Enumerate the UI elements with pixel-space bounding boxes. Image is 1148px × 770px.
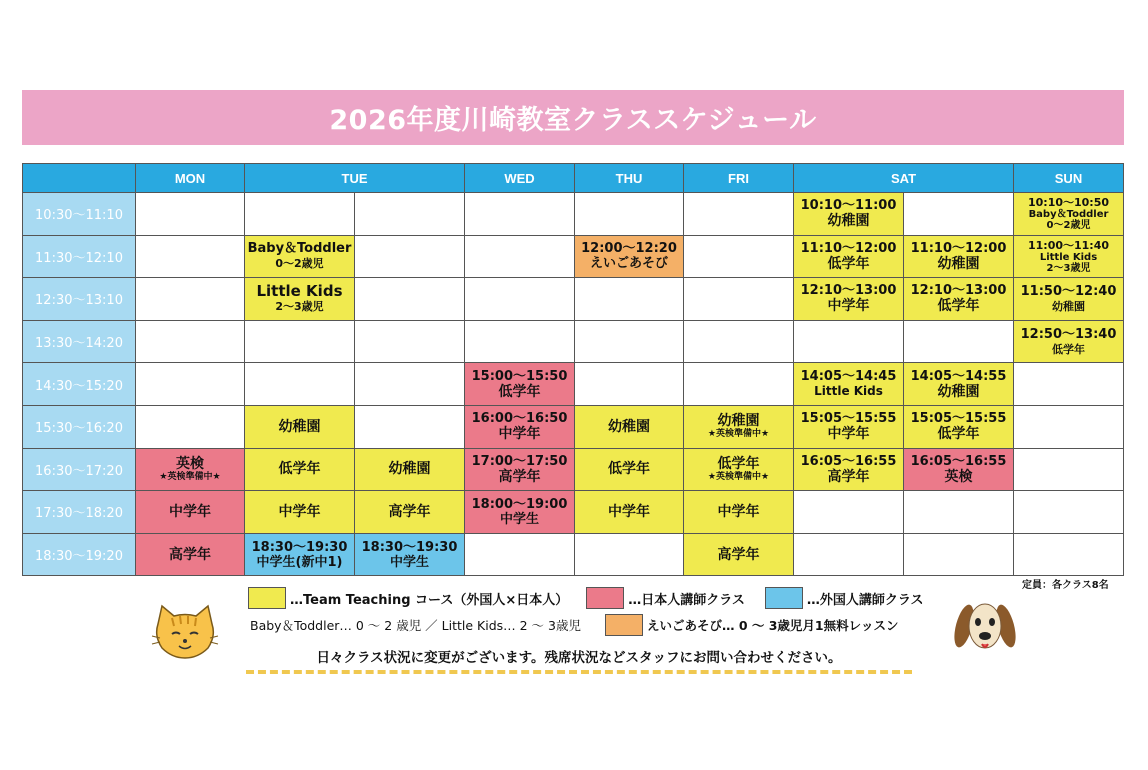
class-cell: 18:30〜19:30 中学生(新中1) (245, 533, 355, 576)
time-cell: 14:30〜15:20 (23, 363, 136, 406)
class-cell (684, 235, 794, 278)
class-cell (136, 278, 245, 321)
class-cell (904, 533, 1014, 576)
legend-row-2 (250, 614, 899, 636)
table-row (23, 278, 1124, 321)
class-cell (575, 278, 684, 321)
class-cell: Little Kids 2〜3歳児 (245, 278, 355, 321)
class-cell (684, 193, 794, 236)
class-cell: 14:05〜14:45 Little Kids (794, 363, 904, 406)
class-cell (465, 320, 575, 363)
cat-icon (150, 604, 220, 660)
class-cell (684, 278, 794, 321)
class-cell: 高学年 (355, 491, 465, 534)
class-cell (684, 363, 794, 406)
class-cell: 中学年 (575, 491, 684, 534)
class-cell (465, 533, 575, 576)
class-cell: 12:10〜13:00 中学年 (794, 278, 904, 321)
day-header-mon: MON (136, 164, 245, 193)
dog-icon (954, 598, 1016, 658)
class-cell (136, 363, 245, 406)
class-cell (355, 235, 465, 278)
class-cell: 幼稚園 (575, 405, 684, 448)
day-header-thu: THU (575, 164, 684, 193)
class-cell (465, 235, 575, 278)
class-cell (794, 533, 904, 576)
time-cell: 18:30〜19:20 (23, 533, 136, 576)
class-cell (1014, 448, 1124, 491)
class-cell: 12:10〜13:00 低学年 (904, 278, 1014, 321)
legend-label-blue: …外国人講師クラス (806, 592, 924, 608)
class-cell: 11:10〜12:00 低学年 (794, 235, 904, 278)
table-row (23, 448, 1124, 491)
class-cell (355, 278, 465, 321)
time-cell: 10:30〜11:10 (23, 193, 136, 236)
table-row (23, 235, 1124, 278)
class-cell (794, 320, 904, 363)
class-cell: 中学年 (136, 491, 245, 534)
table-row (23, 491, 1124, 534)
day-header-tue: TUE (245, 164, 465, 193)
class-cell (465, 278, 575, 321)
notice-text: 日々クラス状況に変更がございます。残席状況などスタッフにお問い合わせください。 (246, 646, 912, 674)
class-cell: 高学年 (684, 533, 794, 576)
class-cell: 12:50〜13:40 低学年 (1014, 320, 1124, 363)
class-cell: 高学年 (136, 533, 245, 576)
table-row (23, 405, 1124, 448)
table-row (23, 363, 1124, 406)
class-cell: 幼稚園 (355, 448, 465, 491)
class-cell: 幼稚園 (245, 405, 355, 448)
class-cell (245, 363, 355, 406)
day-header-fri: FRI (684, 164, 794, 193)
class-cell (245, 320, 355, 363)
corner-cell (23, 164, 136, 193)
class-cell: 12:00〜12:20 えいごあそび (575, 235, 684, 278)
time-cell: 16:30〜17:20 (23, 448, 136, 491)
class-cell (355, 193, 465, 236)
table-row (23, 533, 1124, 576)
legend-swatch-pink (586, 587, 624, 609)
page-title: 2026年度川崎教室クラススケジュール (22, 90, 1124, 145)
legend-label-yellow: …Team Teaching コース（外国人×日本人） (290, 592, 569, 608)
class-cell (245, 193, 355, 236)
class-cell: 幼稚園 ★英検準備中★ (684, 405, 794, 448)
class-cell (355, 363, 465, 406)
class-cell: 11:50〜12:40 幼稚園 (1014, 278, 1124, 321)
table-row (23, 320, 1124, 363)
class-cell: 14:05〜14:55 幼稚園 (904, 363, 1014, 406)
class-cell: 15:05〜15:55 低学年 (904, 405, 1014, 448)
class-cell: 11:10〜12:00 幼稚園 (904, 235, 1014, 278)
class-cell (575, 533, 684, 576)
class-cell (1014, 363, 1124, 406)
class-cell (136, 235, 245, 278)
day-header-sat: SAT (794, 164, 1014, 193)
class-cell (684, 320, 794, 363)
class-cell (904, 320, 1014, 363)
time-cell: 15:30〜16:20 (23, 405, 136, 448)
class-cell: 17:00〜17:50 高学年 (465, 448, 575, 491)
table-row (23, 193, 1124, 236)
day-header-wed: WED (465, 164, 575, 193)
class-cell (355, 405, 465, 448)
class-cell: 英検 ★英検準備中★ (136, 448, 245, 491)
time-cell: 13:30〜14:20 (23, 320, 136, 363)
legend-swatch-yellow (248, 587, 286, 609)
legend-row-1 (248, 587, 924, 609)
class-cell: 中学年 (684, 491, 794, 534)
schedule-table (22, 163, 1124, 576)
class-cell (794, 491, 904, 534)
class-cell: 低学年 (575, 448, 684, 491)
class-cell: 低学年 (245, 448, 355, 491)
class-cell: 16:00〜16:50 中学年 (465, 405, 575, 448)
time-cell: 12:30〜13:10 (23, 278, 136, 321)
class-cell (575, 320, 684, 363)
class-cell (136, 405, 245, 448)
class-cell (1014, 491, 1124, 534)
class-cell (136, 320, 245, 363)
class-cell: 11:00〜11:40 Little Kids 2〜3歳児 (1014, 235, 1124, 278)
class-cell: 10:10〜10:50 Baby＆Toddler 0〜2歳児 (1014, 193, 1124, 236)
class-cell (465, 193, 575, 236)
class-cell (136, 193, 245, 236)
class-cell: 中学年 (245, 491, 355, 534)
class-cell (575, 193, 684, 236)
class-cell (904, 193, 1014, 236)
legend-label-pink: …日本人講師クラス (628, 592, 745, 608)
class-cell: Baby＆Toddler 0〜2歳児 (245, 235, 355, 278)
class-cell: 18:30〜19:30 中学生 (355, 533, 465, 576)
class-cell: 18:00〜19:00 中学生 (465, 491, 575, 534)
class-cell: 15:05〜15:55 中学年 (794, 405, 904, 448)
class-cell (575, 363, 684, 406)
class-cell: 10:10〜11:00 幼稚園 (794, 193, 904, 236)
legend-swatch-orange (605, 614, 643, 636)
class-cell (904, 491, 1014, 534)
class-cell (355, 320, 465, 363)
time-cell: 17:30〜18:20 (23, 491, 136, 534)
class-cell: 16:05〜16:55 英検 (904, 448, 1014, 491)
capacity-note: 定員：各クラス8名 (1022, 580, 1109, 591)
legend-label-orange: えいごあそび… 0 〜 3歳児月1無料レッスン (646, 618, 899, 633)
header-row (23, 164, 1124, 193)
class-cell (1014, 405, 1124, 448)
time-cell: 11:30〜12:10 (23, 235, 136, 278)
day-header-sun: SUN (1014, 164, 1124, 193)
class-cell: 16:05〜16:55 高学年 (794, 448, 904, 491)
legend-swatch-blue (765, 587, 803, 609)
legend-label-ages: Baby＆Toddler… 0 〜 2 歳児 ／ Little Kids… 2 〜 3歳児 (250, 618, 581, 633)
class-cell: 低学年 ★英検準備中★ (684, 448, 794, 491)
class-cell (1014, 533, 1124, 576)
class-cell: 15:00〜15:50 低学年 (465, 363, 575, 406)
